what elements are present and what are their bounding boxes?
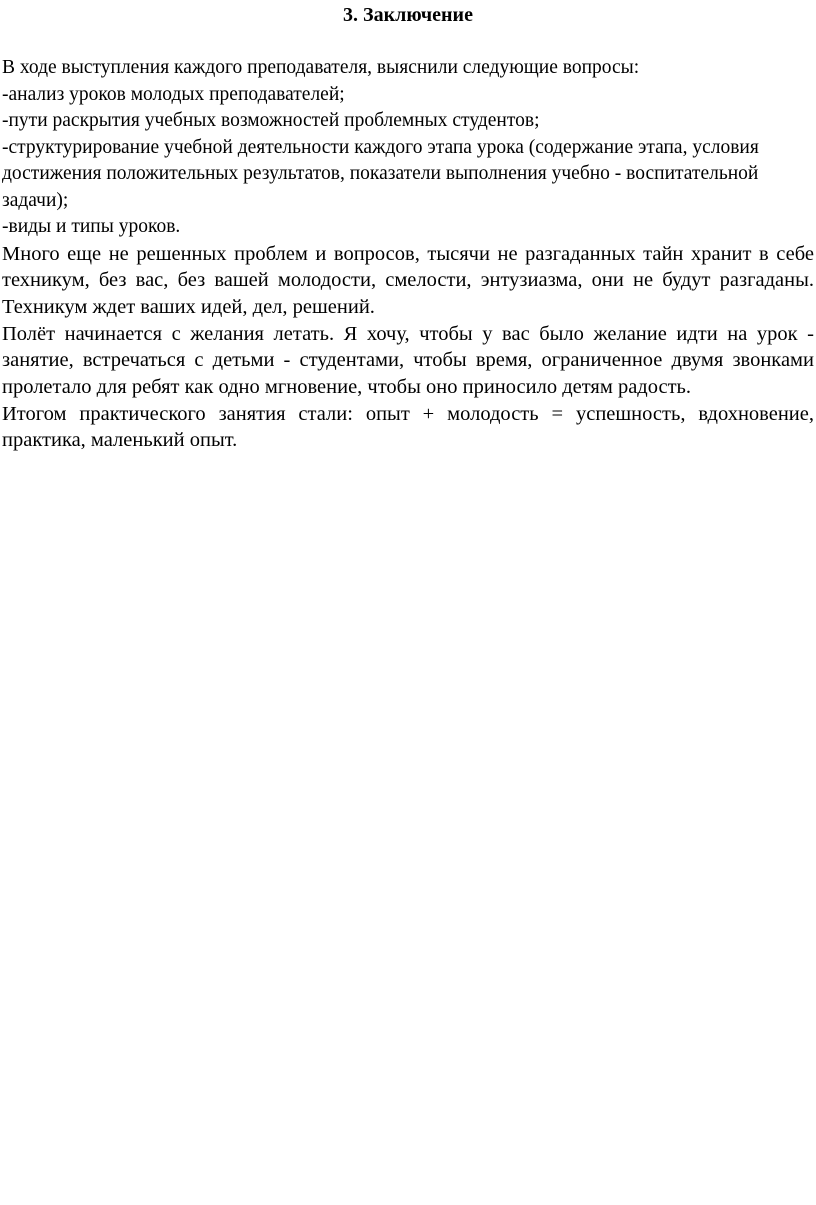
- list-item-structuring: -структурирование учебной деятельности каждого этапа урока (содержание этапа, условия достижения положительных результатов, показатели выполнения учебно - воспитательной задачи);: [2, 136, 759, 211]
- document-body: [2, 55, 814, 454]
- paragraph-problems: Много еще не решенных проблем и вопросов, тысячи не разгаданных тайн хранит в себе техникум, без вас, без вашей молодости, смелости, энтузиазма, они не будут разгаданы. Техникум ждет ваших идей, дел, решений.: [2, 242, 814, 318]
- paragraph-result: Итогом практического занятия стали: опыт + молодость = успешность, вдохновение, практика, маленький опыт.: [2, 402, 814, 452]
- paragraph-flight: Полёт начинается с желания летать. Я хочу, чтобы у вас было желание идти на урок - занятие, встречаться с детьми - студентами, чтобы время, ограниченное двумя звонками пролетало для ребят как одно мгновение, чтобы оно приносило детям радость.: [2, 322, 814, 399]
- page-title: 3. Заключение: [343, 4, 473, 26]
- list-item-analysis: -анализ уроков молодых преподавателей;: [2, 83, 345, 105]
- list-item-ways: -пути раскрытия учебных возможностей проблемных студентов;: [2, 110, 540, 131]
- list-item-lesson-types: -виды и типы уроков.: [2, 216, 181, 237]
- intro-paragraph: В ходе выступления каждого преподавателя, выяснили следующие вопросы:: [2, 57, 640, 78]
